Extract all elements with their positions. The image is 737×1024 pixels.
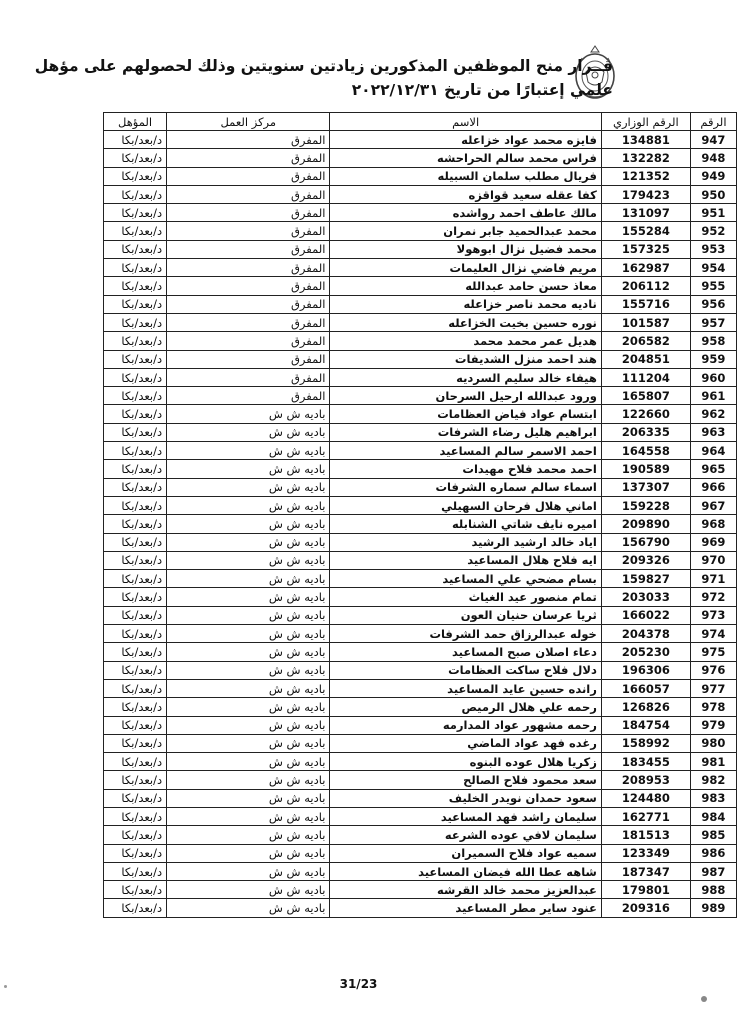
ministry-id: 204378: [601, 625, 690, 643]
table-row: [104, 515, 737, 533]
work-center: باديه ش ش: [167, 533, 330, 551]
qualification: د/بعد/بكا: [104, 899, 167, 917]
table-row: [104, 826, 737, 844]
row-number: 967: [690, 496, 736, 514]
row-number: 954: [690, 259, 736, 277]
table-row: [104, 167, 737, 185]
employee-name: سعود حمدان نويدر الخليف: [330, 789, 601, 807]
qualification: د/بعد/بكا: [104, 606, 167, 624]
table-row: [104, 222, 737, 240]
qualification: د/بعد/بكا: [104, 643, 167, 661]
employee-name: ايه فلاح هلال المساعيد: [330, 551, 601, 569]
employee-name: اسماء سالم سماره الشرفات: [330, 478, 601, 496]
qualification: د/بعد/بكا: [104, 478, 167, 496]
employee-name: سعد محمود فلاح الصالح: [330, 771, 601, 789]
qualification: د/بعد/بكا: [104, 167, 167, 185]
table-row: [104, 478, 737, 496]
employee-name: عبدالعزيز محمد خالد القرشه: [330, 881, 601, 899]
work-center: باديه ش ش: [167, 423, 330, 441]
qualification: د/بعد/بكا: [104, 295, 167, 313]
ministry-id: 134881: [601, 131, 690, 149]
qualification: د/بعد/بكا: [104, 789, 167, 807]
employee-name: اميره نايف شاتي الشنابله: [330, 515, 601, 533]
ministry-id: 190589: [601, 460, 690, 478]
table-row: [104, 496, 737, 514]
table-row: [104, 149, 737, 167]
employee-name: فريال مطلب سلمان السبيله: [330, 167, 601, 185]
qualification: د/بعد/بكا: [104, 496, 167, 514]
employee-name: اماني هلال فرحان السهيلي: [330, 496, 601, 514]
work-center: باديه ش ش: [167, 661, 330, 679]
qualification: د/بعد/بكا: [104, 844, 167, 862]
work-center: باديه ش ش: [167, 588, 330, 606]
table-row: [104, 277, 737, 295]
row-number: 968: [690, 515, 736, 533]
ministry-id: 166022: [601, 606, 690, 624]
row-number: 951: [690, 204, 736, 222]
ministry-id: 155284: [601, 222, 690, 240]
row-number: 957: [690, 313, 736, 331]
qualification: د/بعد/بكا: [104, 679, 167, 697]
ministry-id: 155716: [601, 295, 690, 313]
work-center: المفرق: [167, 332, 330, 350]
ministry-id: 111204: [601, 368, 690, 386]
ministry-id: 122660: [601, 405, 690, 423]
row-number: 984: [690, 807, 736, 825]
ministry-id: 209890: [601, 515, 690, 533]
scan-speck: [4, 985, 7, 988]
employee-name: ابراهيم هليل رضاء الشرفات: [330, 423, 601, 441]
work-center: المفرق: [167, 277, 330, 295]
table-row: [104, 185, 737, 203]
title-line-1: قــرار منح الموظفين المذكورين زيادتين سنويتين وذلك لحصولهم على مؤهل: [34, 57, 613, 75]
row-number: 972: [690, 588, 736, 606]
employee-name: فراس محمد سالم الحراحشه: [330, 149, 601, 167]
ministry-id: 184754: [601, 716, 690, 734]
work-center: المفرق: [167, 167, 330, 185]
table-row: [104, 753, 737, 771]
qualification: د/بعد/بكا: [104, 570, 167, 588]
work-center: باديه ش ش: [167, 478, 330, 496]
ministry-id: 124480: [601, 789, 690, 807]
row-number: 950: [690, 185, 736, 203]
qualification: د/بعد/بكا: [104, 405, 167, 423]
table-row: [104, 643, 737, 661]
work-center: باديه ش ش: [167, 789, 330, 807]
work-center: باديه ش ش: [167, 771, 330, 789]
employee-name: رحمه مشهور عواد المدارمه: [330, 716, 601, 734]
ministry-id: 166057: [601, 679, 690, 697]
row-number: 988: [690, 881, 736, 899]
table-row: [104, 606, 737, 624]
ministry-id: 123349: [601, 844, 690, 862]
qualification: د/بعد/بكا: [104, 881, 167, 899]
row-number: 985: [690, 826, 736, 844]
work-center: المفرق: [167, 185, 330, 203]
employee-name: هند احمد منزل الشديفات: [330, 350, 601, 368]
employee-name: سليمان راشد فهد المساعيد: [330, 807, 601, 825]
qualification: د/بعد/بكا: [104, 716, 167, 734]
table-row: [104, 551, 737, 569]
qualification: د/بعد/بكا: [104, 661, 167, 679]
column-header-ministry-id: الرقم الوزاري: [601, 113, 690, 131]
qualification: د/بعد/بكا: [104, 533, 167, 551]
ministry-id: 156790: [601, 533, 690, 551]
employee-name: عنود ساير مطر المساعيد: [330, 899, 601, 917]
work-center: المفرق: [167, 313, 330, 331]
work-center: المفرق: [167, 368, 330, 386]
work-center: المفرق: [167, 222, 330, 240]
work-center: باديه ش ش: [167, 460, 330, 478]
qualification: د/بعد/بكا: [104, 313, 167, 331]
ministry-id: 137307: [601, 478, 690, 496]
qualification: د/بعد/بكا: [104, 698, 167, 716]
column-header-name: الاسم: [330, 113, 601, 131]
table-row: [104, 862, 737, 880]
table-row: [104, 716, 737, 734]
employee-name: رغده فهد عواد الماضي: [330, 734, 601, 752]
work-center: المفرق: [167, 149, 330, 167]
work-center: باديه ش ش: [167, 734, 330, 752]
qualification: د/بعد/بكا: [104, 734, 167, 752]
work-center: باديه ش ش: [167, 405, 330, 423]
employees-table: [103, 112, 737, 918]
work-center: المفرق: [167, 387, 330, 405]
ministry-id: 162987: [601, 259, 690, 277]
row-number: 979: [690, 716, 736, 734]
ministry-id: 162771: [601, 807, 690, 825]
work-center: باديه ش ش: [167, 881, 330, 899]
row-number: 947: [690, 131, 736, 149]
qualification: د/بعد/بكا: [104, 387, 167, 405]
table-row: [104, 679, 737, 697]
qualification: د/بعد/بكا: [104, 460, 167, 478]
ministry-id: 179801: [601, 881, 690, 899]
employee-name: شاهه عطا الله فيضان المساعيد: [330, 862, 601, 880]
row-number: 980: [690, 734, 736, 752]
ministry-id: 205230: [601, 643, 690, 661]
employee-name: ورود عبدالله ارحيل السرحان: [330, 387, 601, 405]
qualification: د/بعد/بكا: [104, 222, 167, 240]
employee-name: ابتسام عواد فياض العظامات: [330, 405, 601, 423]
work-center: باديه ش ش: [167, 570, 330, 588]
work-center: باديه ش ش: [167, 862, 330, 880]
ministry-id: 158992: [601, 734, 690, 752]
qualification: د/بعد/بكا: [104, 862, 167, 880]
row-number: 977: [690, 679, 736, 697]
work-center: المفرق: [167, 131, 330, 149]
qualification: د/بعد/بكا: [104, 204, 167, 222]
table-row: [104, 131, 737, 149]
table-row: [104, 240, 737, 258]
employee-name: ثريا عرسان حنيان العون: [330, 606, 601, 624]
ministry-id: 126826: [601, 698, 690, 716]
table-row: [104, 881, 737, 899]
work-center: باديه ش ش: [167, 844, 330, 862]
work-center: باديه ش ش: [167, 807, 330, 825]
work-center: باديه ش ش: [167, 826, 330, 844]
employee-name: مريم فاضي نزال العليمات: [330, 259, 601, 277]
column-header-qualification: المؤهل: [104, 113, 167, 131]
qualification: د/بعد/بكا: [104, 588, 167, 606]
table-row: [104, 368, 737, 386]
ministry-id: 164558: [601, 442, 690, 460]
employee-name: سليمان لافي عوده الشرعه: [330, 826, 601, 844]
qualification: د/بعد/بكا: [104, 149, 167, 167]
work-center: باديه ش ش: [167, 899, 330, 917]
row-number: 962: [690, 405, 736, 423]
row-number: 948: [690, 149, 736, 167]
work-center: باديه ش ش: [167, 625, 330, 643]
table-row: [104, 899, 737, 917]
employee-name: دلال فلاح ساكت العظامات: [330, 661, 601, 679]
ministry-id: 101587: [601, 313, 690, 331]
row-number: 955: [690, 277, 736, 295]
employee-name: سميه عواد فلاح السميران: [330, 844, 601, 862]
employee-name: محمد فضيل نزال ابوهولا: [330, 240, 601, 258]
table-header-row: [104, 113, 737, 131]
employee-name: زكريا هلال عوده البنوه: [330, 753, 601, 771]
ministry-id: 179423: [601, 185, 690, 203]
table-row: [104, 789, 737, 807]
work-center: باديه ش ش: [167, 442, 330, 460]
row-number: 960: [690, 368, 736, 386]
ministry-id: 206335: [601, 423, 690, 441]
ministry-id: 206112: [601, 277, 690, 295]
work-center: باديه ش ش: [167, 753, 330, 771]
table-row: [104, 259, 737, 277]
employee-name: هديل عمر محمد محمد: [330, 332, 601, 350]
row-number: 975: [690, 643, 736, 661]
ministry-id: 132282: [601, 149, 690, 167]
qualification: د/بعد/بكا: [104, 332, 167, 350]
qualification: د/بعد/بكا: [104, 240, 167, 258]
scan-dot: [701, 996, 707, 1002]
employee-name: مالك عاطف احمد رواشده: [330, 204, 601, 222]
qualification: د/بعد/بكا: [104, 753, 167, 771]
qualification: د/بعد/بكا: [104, 515, 167, 533]
ministry-id: 121352: [601, 167, 690, 185]
ministry-id: 209316: [601, 899, 690, 917]
column-header-number: الرقم: [690, 113, 736, 131]
qualification: د/بعد/بكا: [104, 423, 167, 441]
work-center: المفرق: [167, 240, 330, 258]
employee-name: نوره حسين بخيت الخزاعله: [330, 313, 601, 331]
row-number: 964: [690, 442, 736, 460]
row-number: 969: [690, 533, 736, 551]
table-row: [104, 332, 737, 350]
document-title: [34, 54, 613, 102]
row-number: 978: [690, 698, 736, 716]
ministry-id: 183455: [601, 753, 690, 771]
table-row: [104, 698, 737, 716]
table-row: [104, 387, 737, 405]
table-row: [104, 313, 737, 331]
row-number: 963: [690, 423, 736, 441]
ministry-id: 196306: [601, 661, 690, 679]
work-center: باديه ش ش: [167, 716, 330, 734]
row-number: 959: [690, 350, 736, 368]
ministry-id: 181513: [601, 826, 690, 844]
table-row: [104, 625, 737, 643]
qualification: د/بعد/بكا: [104, 807, 167, 825]
ministry-id: 206582: [601, 332, 690, 350]
row-number: 958: [690, 332, 736, 350]
employee-name: اياد خالد ارشيد الرشيد: [330, 533, 601, 551]
ministry-id: 203033: [601, 588, 690, 606]
work-center: باديه ش ش: [167, 606, 330, 624]
qualification: د/بعد/بكا: [104, 826, 167, 844]
qualification: د/بعد/بكا: [104, 771, 167, 789]
employee-name: تمام منصور عيد الغياث: [330, 588, 601, 606]
row-number: 949: [690, 167, 736, 185]
table-row: [104, 844, 737, 862]
work-center: باديه ش ش: [167, 551, 330, 569]
row-number: 983: [690, 789, 736, 807]
ministry-id: 131097: [601, 204, 690, 222]
ministry-id: 157325: [601, 240, 690, 258]
employee-name: فايزه محمد عواد خزاعله: [330, 131, 601, 149]
work-center: المفرق: [167, 204, 330, 222]
title-line-2: علمي إعتبارًا من تاريخ ٢٠٢٢/١٢/٣١: [351, 81, 613, 99]
row-number: 986: [690, 844, 736, 862]
row-number: 971: [690, 570, 736, 588]
employee-name: رانده حسين عايد المساعيد: [330, 679, 601, 697]
table-row: [104, 442, 737, 460]
table-row: [104, 807, 737, 825]
qualification: د/بعد/بكا: [104, 259, 167, 277]
employee-name: ناديه محمد ناصر خزاعله: [330, 295, 601, 313]
employee-name: رحمه علي هلال الرميص: [330, 698, 601, 716]
table-row: [104, 204, 737, 222]
table-row: [104, 405, 737, 423]
qualification: د/بعد/بكا: [104, 131, 167, 149]
employee-name: احمد الاسمر سالم المساعيد: [330, 442, 601, 460]
table-row: [104, 350, 737, 368]
ministry-id: 209326: [601, 551, 690, 569]
row-number: 961: [690, 387, 736, 405]
qualification: د/بعد/بكا: [104, 551, 167, 569]
page-number: 31/23: [339, 977, 378, 991]
table-row: [104, 533, 737, 551]
ministry-id: 204851: [601, 350, 690, 368]
row-number: 973: [690, 606, 736, 624]
ministry-id: 159827: [601, 570, 690, 588]
employee-name: بسام مضحي علي المساعيد: [330, 570, 601, 588]
row-number: 987: [690, 862, 736, 880]
work-center: باديه ش ش: [167, 643, 330, 661]
work-center: باديه ش ش: [167, 679, 330, 697]
qualification: د/بعد/بكا: [104, 350, 167, 368]
row-number: 965: [690, 460, 736, 478]
table-row: [104, 771, 737, 789]
employee-name: خوله عبدالرزاق حمد الشرفات: [330, 625, 601, 643]
row-number: 976: [690, 661, 736, 679]
row-number: 974: [690, 625, 736, 643]
row-number: 989: [690, 899, 736, 917]
row-number: 952: [690, 222, 736, 240]
ministry-id: 208953: [601, 771, 690, 789]
employee-name: محمد عبدالحميد جابر نمران: [330, 222, 601, 240]
qualification: د/بعد/بكا: [104, 442, 167, 460]
table-row: [104, 734, 737, 752]
row-number: 953: [690, 240, 736, 258]
table-row: [104, 295, 737, 313]
row-number: 970: [690, 551, 736, 569]
employee-name: هيفاء خالد سليم السرديه: [330, 368, 601, 386]
ministry-id: 165807: [601, 387, 690, 405]
employee-name: كفا عقله سعيد قواقزه: [330, 185, 601, 203]
table-row: [104, 661, 737, 679]
work-center: باديه ش ش: [167, 698, 330, 716]
table-row: [104, 460, 737, 478]
ministry-id: 187347: [601, 862, 690, 880]
row-number: 982: [690, 771, 736, 789]
ministry-id: 159228: [601, 496, 690, 514]
work-center: المفرق: [167, 350, 330, 368]
employee-name: معاذ حسن حامد عبدالله: [330, 277, 601, 295]
employee-name: احمد محمد فلاح مهيدات: [330, 460, 601, 478]
qualification: د/بعد/بكا: [104, 185, 167, 203]
column-header-work-center: مركز العمل: [167, 113, 330, 131]
work-center: المفرق: [167, 259, 330, 277]
row-number: 956: [690, 295, 736, 313]
work-center: باديه ش ش: [167, 515, 330, 533]
row-number: 981: [690, 753, 736, 771]
employee-name: دعاء اصلان صبح المساعيد: [330, 643, 601, 661]
row-number: 966: [690, 478, 736, 496]
work-center: باديه ش ش: [167, 496, 330, 514]
qualification: د/بعد/بكا: [104, 368, 167, 386]
table-row: [104, 588, 737, 606]
table-row: [104, 570, 737, 588]
qualification: د/بعد/بكا: [104, 277, 167, 295]
work-center: المفرق: [167, 295, 330, 313]
table-row: [104, 423, 737, 441]
qualification: د/بعد/بكا: [104, 625, 167, 643]
